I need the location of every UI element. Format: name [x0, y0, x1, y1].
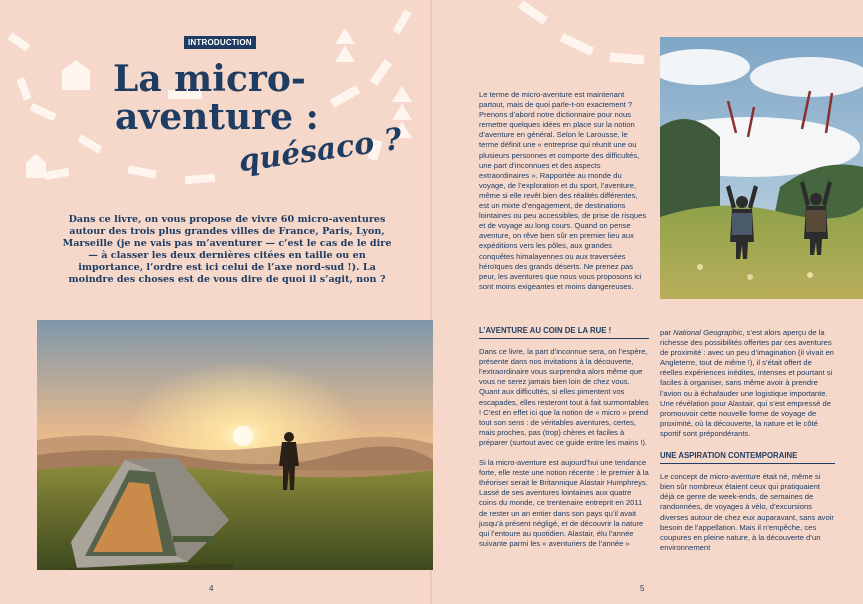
magazine-name: National Geographic	[673, 328, 743, 337]
title-line-1: La micro-	[113, 58, 306, 100]
para-rest: , s’est alors aperçu de la richesse des possibilités offertes par ces aventures de proximité : avec un peu d’imagination (il vivait en Angleterre, tout de même !), il s’était offert de réelles expériences inédites, intenses et pourtant si faciles à organiser, sans même avoir à prendre l’avion ou à échafauder une logistique importante. Une révélation pour Alastair, qui s’est empressé de promouvoir cette nouvelle forme de voyage de proximité, où la découverte, la nature et le côté sportif sont prépondérants.	[660, 328, 834, 438]
section-2-paragraph-2: Le concept de micro-aventure était né, même si bien sûr nombreux étaient ceux qui pratiquaient déjà ce genre de week-ends, de semaines de randonnées, de voyages à vélo, d’excursions diverses autour de chez eux auparavant, sans avoir besoin de l’appellation. Mais il n’empêche, ces coupures en pleine nature, à la découverte d’un environnement	[660, 472, 834, 552]
title-line-2: aventure :	[115, 96, 319, 138]
page-number-left: 4	[209, 584, 214, 593]
intro-paragraph: Dans ce livre, on vous propose de vivre 60 micro-aventures autour des trois plus grandes villes de France, Paris, Lyon, Marseille (je ne vais pas m’aventurer — c’est le cas de le dire — à classer les deux dernières citées en taille ou en importance, l’ordre est ici celui de l’axe nord-sud !). La moindre des choses est de vous dire de quoi il s’agit, non ?	[62, 214, 392, 285]
section-heading-2: UNE ASPIRATION CONTEMPORAINE	[660, 451, 835, 464]
para-prefix: par	[660, 328, 674, 337]
column-intro-text	[479, 90, 649, 292]
page-title	[113, 60, 319, 136]
section-heading-1: L’AVENTURE AU COIN DE LA RUE !	[479, 326, 649, 339]
photo-hikers-mountains	[660, 37, 863, 299]
section-1-paragraph-2: Si la micro-aventure est aujourd’hui une tendance forte, elle reste une notion récente : le premier à la théoriser serait le Britannique Alastair Humphreys. Lassé de ses aventures lointaines aux quatre coins du monde, ce trentenaire entreprit en 2011 de rester un an entier dans son pays qu’il avait jusqu’à présent négligé, et de découvrir la nature qui l’entoure au quotidien. Alastair, élu l’année suivante parmi les « aventuriers de l’année »	[479, 458, 649, 548]
title-script: quésaco ?	[236, 121, 405, 180]
section-2-paragraph-1	[660, 328, 835, 439]
column-intro-paragraph: Le terme de micro-aventure est maintenant partout, mais de quoi parle-t-on exactement ? Prenons d’abord notre dictionnaire pour nous remettre quelques idées en place sur la notion d’aventure en général. Selon le Larousse, le terme définit une « entreprise qui réunit une ou plusieurs personnes et comporte des difficultés, une part d’inconnues et des aspects extraordinaires ». Rapportée au monde du voyage, de l’exploration et du sport, l’aventure, même si elle revêt bien des réalités différentes, est un mixte d’engagement, de destinations lointaines ou peu accessibles, de prise de risques et de voyage au long cours. Quand on pense aventure, on rêve bien sûr en premier lieu aux expéditions vers les pôles, aux grandes conquêtes himalayennes ou aux traversées héroïques des grands déserts. Ne prenez pas peur, les aventures que nous vous proposons ici sont moins exigeantes et moins dangereuses.	[479, 90, 647, 291]
page-number-right: 5	[640, 584, 645, 593]
section-badge: INTRODUCTION	[184, 36, 256, 49]
column-section-1	[479, 326, 649, 549]
section-1-paragraph-1: Dans ce livre, la part d’inconnue sera, on l’espère, présente dans nos invitations à la découverte, l’extraordinaire vous surprendra alors même que vous ne serez jamais bien loin de chez vous. Quant aux difficultés, si elles pimentent vos escapades, elles resteront tout à fait surmontables ! C’est en effet ici que la notion de « micro » prend tout son sens : de véritables aventures, certes, mais proches, pas (trop) chères et faciles à préparer (surtout avec ce guide entre les mains !).	[479, 347, 649, 447]
photo-tent-sunrise	[37, 320, 433, 570]
hikers-illustration	[660, 37, 863, 299]
column-section-2	[660, 328, 835, 553]
tent-sunrise-illustration	[37, 320, 433, 570]
